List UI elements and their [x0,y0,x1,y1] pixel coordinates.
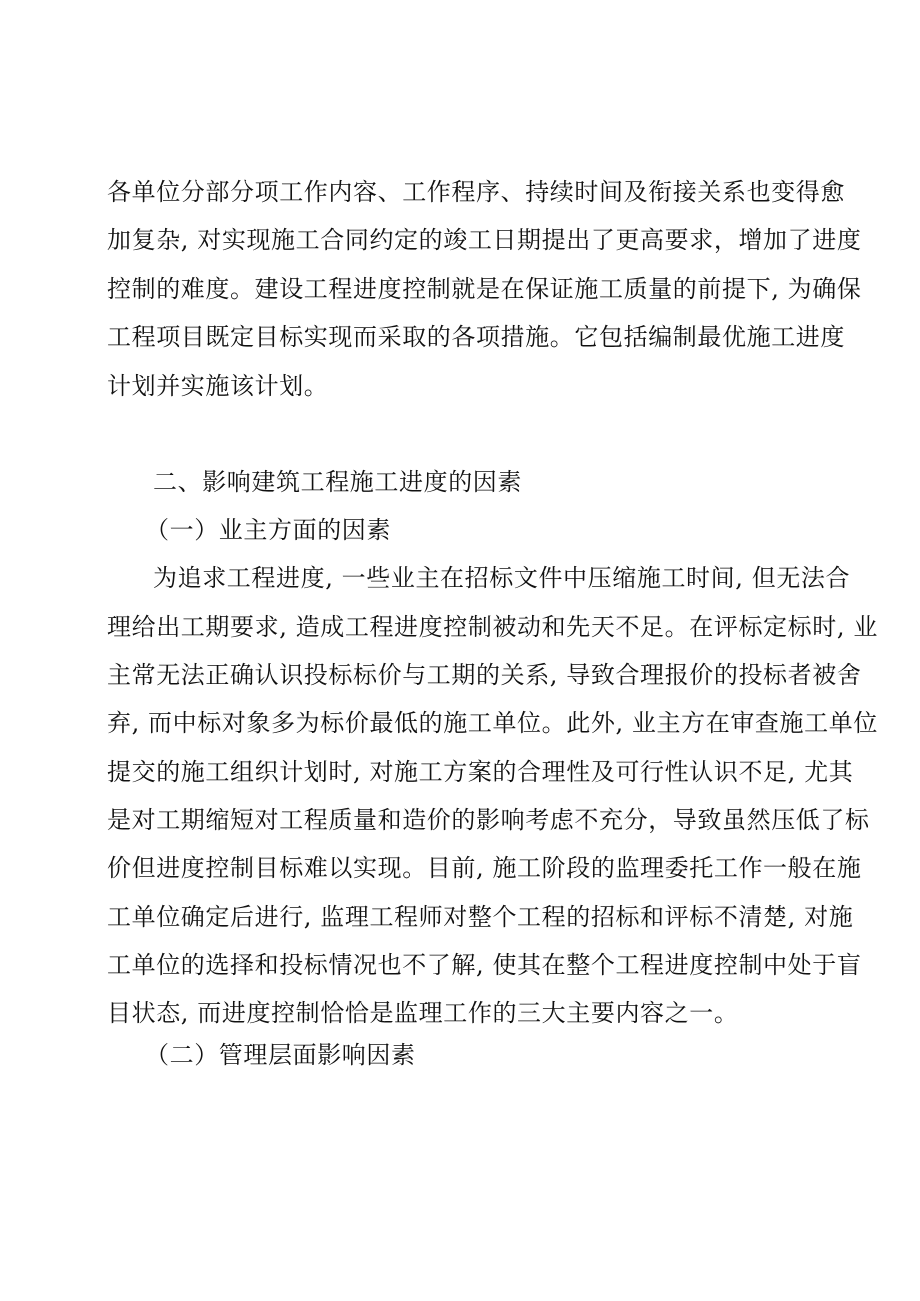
paragraph-1-line-5: 计划并实施该计划。 [107,372,329,400]
subsection-1-line-3: 主常无法正确认识投标标价与工期的关系, 导致合理报价的投标者被舍 [107,661,862,689]
paragraph-1-line-2: 加复杂, 对实现施工合同约定的竣工日期提出了更高要求，增加了进度 [107,226,862,254]
subsection-1-heading: （一）业主方面的因素 [145,516,391,544]
subsection-1-line-4: 弃, 而中标对象多为标价最低的施工单位。此外, 业主方在审查施工单位 [107,709,878,737]
subsection-1-line-7: 价但进度控制目标难以实现。目前, 施工阶段的监理委托工作一般在施 [107,854,862,882]
paragraph-1-line-1: 各单位分部分项工作内容、工作程序、持续时间及衔接关系也变得愈 [107,178,845,206]
section-heading: 二、影响建筑工程施工进度的因素 [153,468,522,496]
subsection-1-line-8: 工单位确定后进行, 监理工程师对整个工程的招标和评标不清楚, 对施 [107,903,854,931]
subsection-1-line-9: 工单位的选择和投标情况也不了解, 使其在整个工程进度控制中处于盲 [107,951,862,979]
subsection-1-line-10: 目状态, 而进度控制恰恰是监理工作的三大主要内容之一。 [107,999,739,1027]
subsection-2-heading: （二）管理层面影响因素 [145,1041,416,1069]
paragraph-1-line-3: 控制的难度。建设工程进度控制就是在保证施工质量的前提下, 为确保 [107,275,862,303]
subsection-1-line-5: 提交的施工组织计划时, 对施工方案的合理性及可行性认识不足, 尤其 [107,758,854,786]
subsection-1-line-1: 为追求工程进度, 一些业主在招标文件中压缩施工时间, 但无法合 [153,564,851,592]
paragraph-1-line-4: 工程项目既定目标实现而采取的各项措施。它包括编制最优施工进度 [107,323,845,351]
subsection-1-line-2: 理给出工期要求, 造成工程进度控制被动和先天不足。在评标定标时, 业 [107,613,878,641]
subsection-1-line-6: 是对工期缩短对工程质量和造价的影响考虑不充分，导致虽然压低了标 [107,806,870,834]
